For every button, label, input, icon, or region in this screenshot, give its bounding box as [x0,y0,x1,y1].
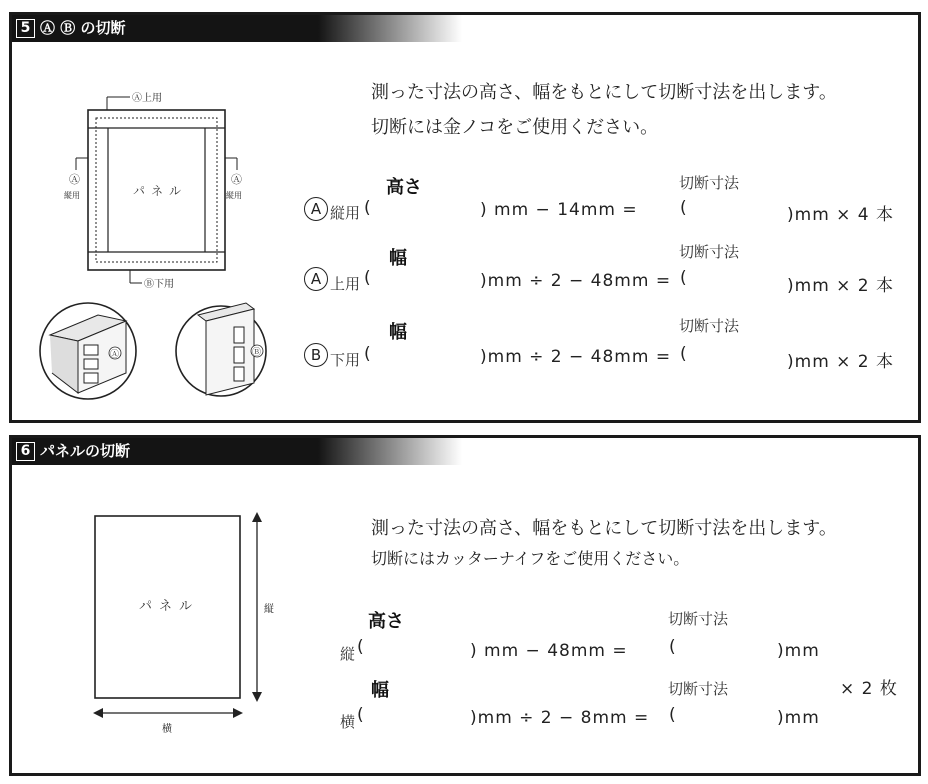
frame-diagram [38,83,268,413]
section-6-panel-cutting [9,435,921,776]
result-unit-qty: )mm × 2 本 [787,352,895,372]
horizontal-label: 横 [162,724,172,735]
section-5-ab-cutting [9,12,921,423]
label-a-right: Ⓐ [231,173,242,186]
result-open-paren: ( [669,637,677,657]
result-unit-qty: )mm × 4 本 [787,205,895,225]
result-open-paren: ( [680,344,688,364]
width-label: 幅 [371,680,389,701]
label-a-right-use: 縦用 [226,191,242,200]
part-name: 縦 [340,645,356,663]
label-a-left-use: 縦用 [64,191,80,200]
formula: )mm ÷ 2 − 48mm = [480,271,672,291]
intro-line-2: 切断には金ノコをご使用ください。 [371,117,659,138]
open-paren: ( [364,268,372,288]
formula: ) mm − 14mm = [480,200,638,220]
part-name: 縦用 [330,204,361,222]
cut-size-label: 切断寸法 [679,243,740,261]
formula: )mm ÷ 2 − 48mm = [480,347,672,367]
cut-size-label: 切断寸法 [668,610,729,628]
intro-line-1: 測った寸法の高さ、幅をもとにして切断寸法を出します。 [371,82,837,103]
result-open-paren: ( [680,198,688,218]
formula: ) mm − 48mm = [470,641,628,661]
open-paren: ( [357,637,365,657]
panel-label: パネル [133,184,188,198]
result-open-paren: ( [680,268,688,288]
quantity-multiplier: × 2 枚 [840,679,898,699]
height-label: 高さ [386,177,422,198]
section-title: Ⓐ Ⓑ の切断 [40,19,126,37]
height-label: 高さ [368,611,404,632]
formula: )mm ÷ 2 − 8mm = [470,708,650,728]
panel-diagram [87,508,287,738]
label-a-top: Ⓐ上用 [132,93,162,104]
result-unit-qty: )mm × 2 本 [787,276,895,296]
result-unit: )mm [777,641,820,661]
intro-line-1: 測った寸法の高さ、幅をもとにして切断寸法を出します。 [371,518,837,539]
profile-b-closeup [176,303,266,396]
width-label: 幅 [389,248,407,269]
panel-label: パネル [139,599,200,614]
section-number: 5 [16,19,35,38]
part-a-symbol: A [304,197,328,221]
section-header-bar [12,438,462,465]
part-b-symbol: B [304,343,328,367]
part-a-symbol: A [304,267,328,291]
result-unit: )mm [777,708,820,728]
profile-a-closeup [40,303,136,399]
label-b-bottom: Ⓑ下用 [144,279,174,290]
circle-a-label: Ⓐ [110,350,120,360]
part-name: 横 [340,713,356,731]
open-paren: ( [364,344,372,364]
cut-size-label: 切断寸法 [679,174,740,192]
label-a-left: Ⓐ [69,173,80,186]
section-number: 6 [16,442,35,461]
cut-size-label: 切断寸法 [679,317,740,335]
part-name: 上用 [330,275,361,293]
circle-b-label: Ⓑ [252,348,262,358]
section-title: パネルの切断 [40,442,131,460]
open-paren: ( [364,198,372,218]
section-header-bar [12,15,462,42]
cut-size-label: 切断寸法 [668,680,729,698]
part-name: 下用 [330,351,361,369]
intro-line-2: 切断にはカッターナイフをご使用ください。 [371,549,690,568]
vertical-label: 縦 [264,604,274,615]
open-paren: ( [357,705,365,725]
width-label: 幅 [389,322,407,343]
result-open-paren: ( [669,705,677,725]
